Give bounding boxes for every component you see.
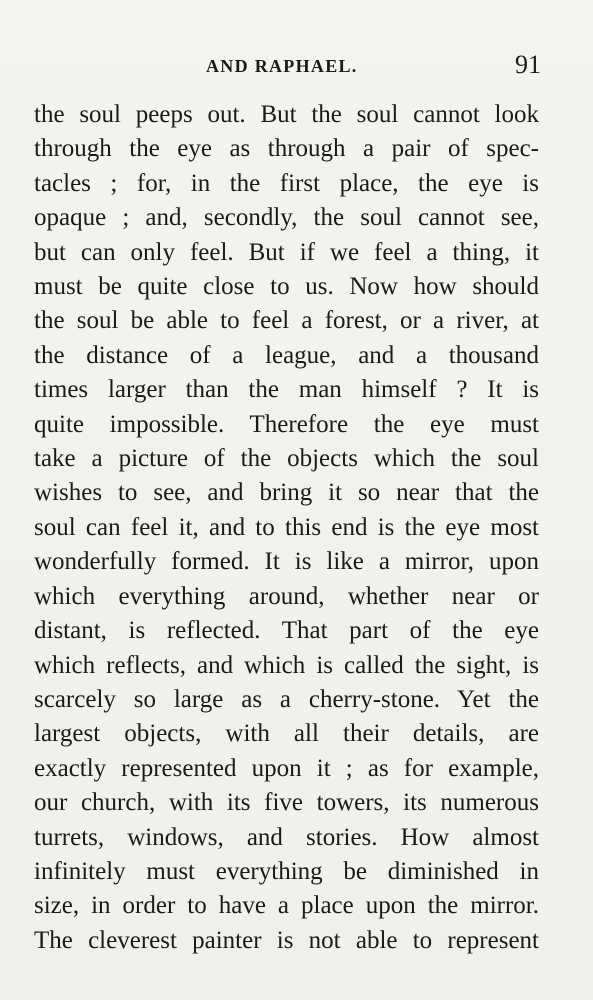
text-line: wishes to see, and bring it so near that the [34,479,539,507]
text-line: turrets, windows, and stories. How almost [34,823,539,851]
text-line: opaque ; and, secondly, the soul cannot see, [34,204,539,232]
text-line: through the eye as through a pair of spec- [34,135,539,163]
text-line: The cleverest painter is not able to represent [34,926,539,954]
text-line: the soul be able to feel a forest, or a river, at [34,307,539,335]
text-line: must be quite close to us. Now how should [34,273,539,301]
text-line: the distance of a league, and a thousand [34,341,539,369]
text-line: but can only feel. But if we feel a thing, it [34,238,539,266]
page-header [0,52,593,82]
text-line: quite impossible. Therefore the eye must [34,410,539,438]
text-line: scarcely so large as a cherry-stone. Yet the [34,685,539,713]
text-line: the soul peeps out. But the soul cannot look [34,101,539,128]
text-line: size, in order to have a place upon the mirror. [34,892,539,920]
body-text [34,98,539,958]
text-line: tacles ; for, in the first place, the eye is [34,169,539,197]
text-line: exactly represented upon it ; as for example, [34,754,539,782]
running-head: AND RAPHAEL. [206,56,358,76]
text-line: times larger than the man himself ? It is [34,376,539,404]
text-line: distant, is reflected. That part of the eye [34,617,539,645]
text-line: which everything around, whether near or [34,582,539,610]
text-line: our church, with its five towers, its numerous [34,789,539,817]
text-line: soul can feel it, and to this end is the eye most [34,513,539,541]
page-number: 91 [515,50,541,79]
text-line: infinitely must everything be diminished in [34,857,539,885]
text-line: which reflects, and which is called the sight, is [34,651,539,679]
text-line: wonderfully formed. It is like a mirror, upon [34,548,539,576]
text-line: take a picture of the objects which the soul [34,445,539,473]
text-line: largest objects, with all their details, are [34,720,539,748]
